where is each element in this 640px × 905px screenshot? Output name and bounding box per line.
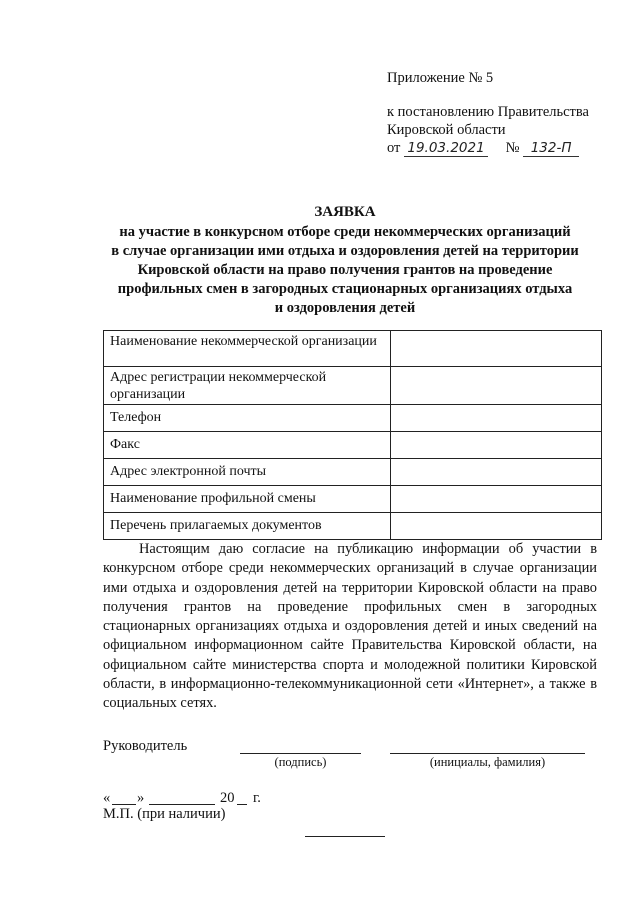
fax-value[interactable] [391, 432, 602, 459]
table-row [104, 405, 602, 432]
name-line[interactable] [390, 753, 585, 754]
org-address-value[interactable] [391, 367, 602, 405]
footer-line [305, 836, 385, 837]
title-line-4: профильных смен в загородных стационарных организациях отдыха [117, 281, 573, 297]
title-line-2: в случае организации ими отдыха и оздоровления детей на территории [111, 243, 579, 259]
org-name-value[interactable] [391, 331, 602, 367]
documents-value[interactable] [391, 513, 602, 540]
decree-date-line [387, 140, 617, 157]
documents-label: Перечень прилагаемых документов [104, 513, 391, 540]
consent-text: Настоящим даю согласие на публикацию информации об участии в конкурсном отборе среди некоммерческих организаций в случае организации ими отдыха и оздоровления детей на территории Кировской области на право получения грантов на проведение профильных смен в загородных стационарных организациях отдыха и оздоровления детей и иных сведений на официальном информационном сайте Правительства Кировской области, на официальном сайте министерства спорта и молодежной политики Кировской области, в информационно-телекоммуникационной сети «Интернет», а также в социальных сетях. [103, 541, 597, 712]
year-suffix: г. [253, 790, 261, 806]
region-name: Кировской области [387, 122, 506, 138]
shift-name-value[interactable] [391, 486, 602, 513]
from-label: от [387, 140, 401, 156]
document-title: ЗАЯВКА [314, 204, 376, 220]
date-day-line[interactable] [112, 804, 136, 805]
table-row [104, 513, 602, 540]
date-quote-open: « [103, 790, 111, 806]
decree-reference: к постановлению Правительства [387, 104, 589, 120]
table-row [104, 459, 602, 486]
email-value[interactable] [391, 459, 602, 486]
name-caption: (инициалы, фамилия) [429, 755, 546, 769]
table-row [104, 367, 602, 405]
title-line-3: Кировской области на право получения грантов на проведение [137, 262, 553, 278]
consent-paragraph [103, 540, 597, 714]
number-label: № [505, 140, 520, 156]
decree-number: 132-П [523, 140, 579, 157]
head-label: Руководитель [103, 738, 188, 754]
title-line-5: и оздоровления детей [274, 300, 416, 316]
org-address-label: Адрес регистрации некоммерческой организации [104, 367, 391, 405]
title-line-1: на участие в конкурсном отборе среди некоммерческих организаций [119, 224, 571, 240]
shift-name-label: Наименование профильной смены [104, 486, 391, 513]
decree-date: 19.03.2021 [404, 140, 488, 157]
phone-value[interactable] [391, 405, 602, 432]
date-quote-close: » [137, 790, 145, 806]
application-table [103, 330, 602, 540]
stamp-label: М.П. (при наличии) [103, 806, 226, 822]
org-name-label: Наименование некоммерческой организации [104, 331, 391, 367]
table-row [104, 331, 602, 367]
date-month-line[interactable] [149, 804, 215, 805]
signature-line[interactable] [240, 753, 361, 754]
email-label: Адрес электронной почты [104, 459, 391, 486]
table-row [104, 432, 602, 459]
appendix-number: Приложение № 5 [387, 70, 494, 86]
fax-label: Факс [104, 432, 391, 459]
phone-label: Телефон [104, 405, 391, 432]
signature-caption: (подпись) [274, 755, 327, 769]
date-year-line[interactable] [237, 804, 247, 805]
year-prefix: 20 [220, 790, 235, 806]
table-row [104, 486, 602, 513]
